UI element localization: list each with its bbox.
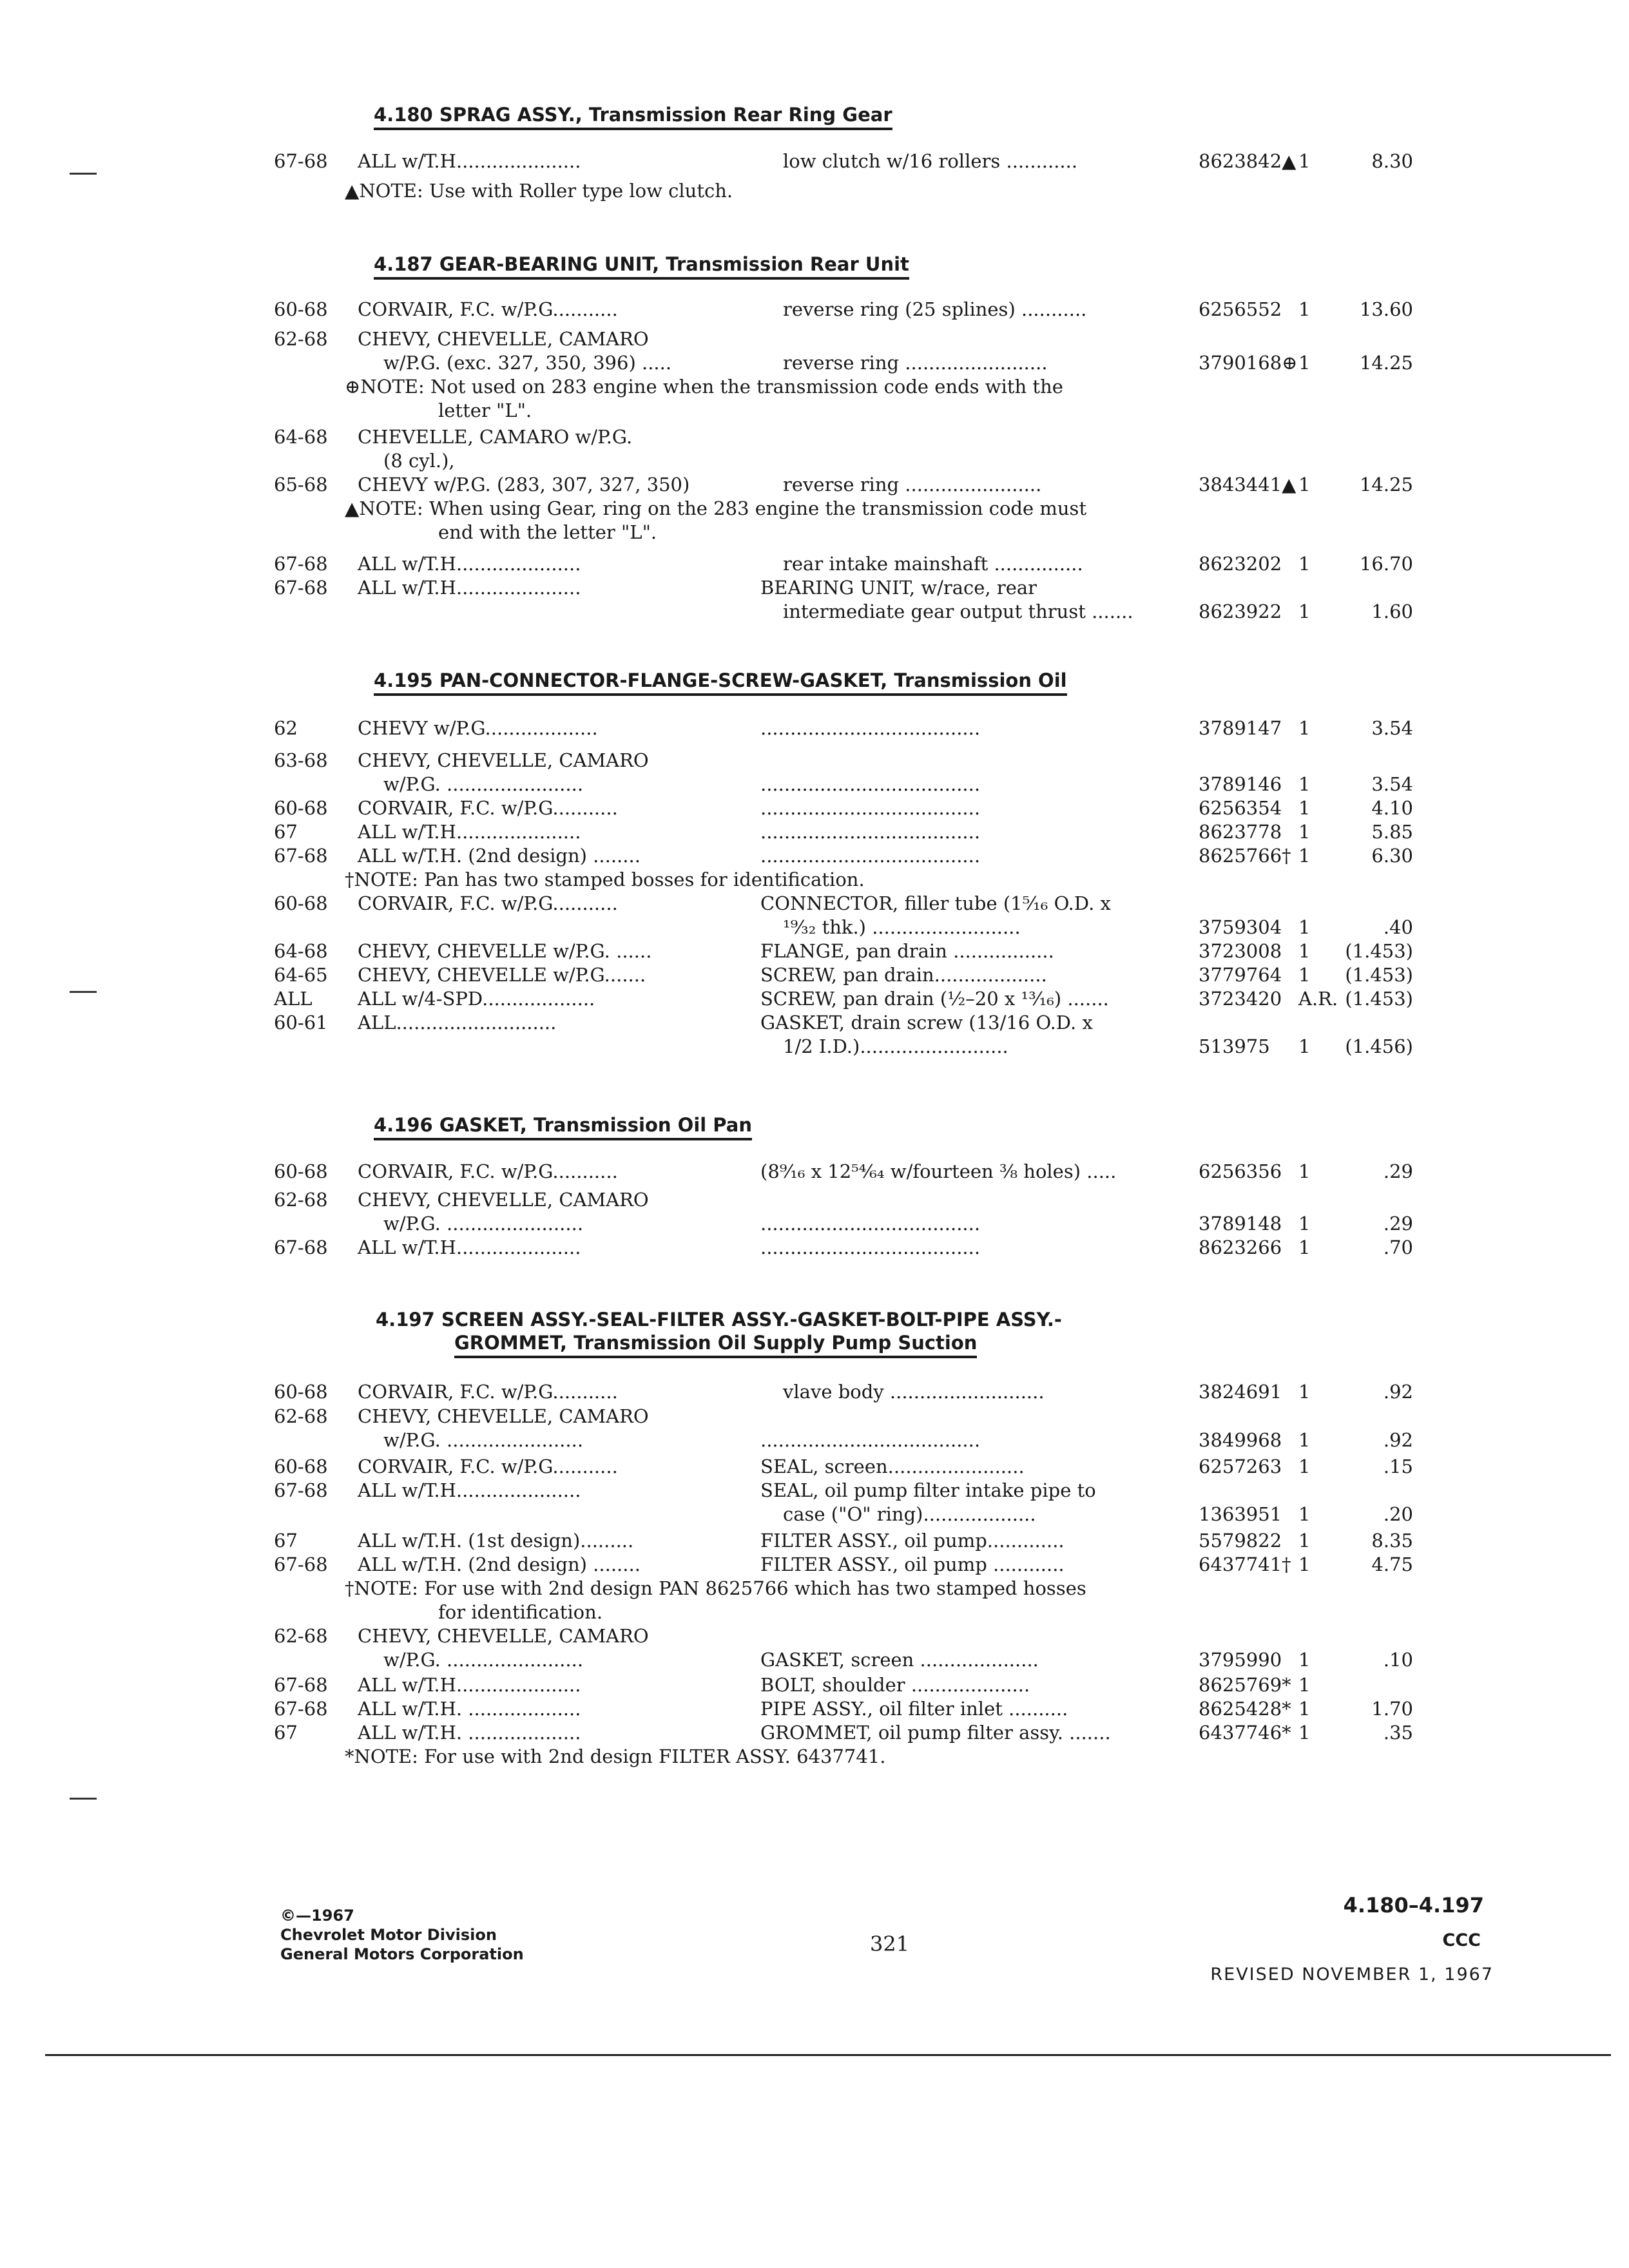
part-number: 513975 — [1199, 1035, 1270, 1057]
catalog-row — [0, 1745, 1629, 1768]
catalog-row — [0, 1697, 1629, 1720]
part-number: 3849968 — [1199, 1429, 1282, 1451]
price: 3.54 — [1371, 773, 1413, 795]
quantity: 1 — [1298, 474, 1311, 495]
price: .70 — [1383, 1236, 1413, 1258]
model-application: ALL w/T.H. ................... — [358, 1722, 581, 1744]
quantity: 1 — [1298, 352, 1311, 374]
model-years: 64-68 — [274, 940, 328, 962]
catalog-row — [0, 1624, 1629, 1648]
model-years: 67-68 — [274, 150, 328, 172]
section-heading: 4.187 GEAR-BEARING UNIT, Transmission Rear Unit — [374, 253, 909, 280]
quantity: 1 — [1298, 1722, 1311, 1744]
quantity: 1 — [1298, 1674, 1311, 1696]
note-text: ⊕NOTE: Not used on 283 engine when the transmission code ends with the — [345, 376, 1063, 398]
model-application: ALL w/T.H..................... — [358, 553, 581, 575]
price: 14.25 — [1359, 352, 1413, 374]
quantity: 1 — [1298, 1698, 1311, 1720]
model-application: ALL w/T.H..................... — [358, 1236, 581, 1258]
catalog-row — [0, 916, 1629, 939]
part-description: ¹⁹⁄₃₂ thk.) ......................... — [783, 916, 1021, 938]
model-years: 62-68 — [274, 1189, 328, 1211]
part-number: 6437746* — [1199, 1722, 1291, 1744]
quantity: 1 — [1298, 1530, 1311, 1552]
quantity: 1 — [1298, 773, 1311, 795]
quantity: 1 — [1298, 1381, 1311, 1403]
part-number: 8625428* — [1199, 1698, 1291, 1720]
part-number: 6437741† — [1199, 1553, 1291, 1575]
model-application: CHEVY, CHEVELLE, CAMARO — [358, 749, 649, 771]
part-number: 6256354 — [1199, 797, 1282, 819]
catalog-row — [0, 1236, 1629, 1259]
price: 16.70 — [1359, 553, 1413, 575]
price: .29 — [1383, 1213, 1413, 1235]
section-heading: 4.180 SPRAG ASSY., Transmission Rear Ring Gear — [374, 103, 892, 130]
price: (1.453) — [1345, 988, 1413, 1010]
model-application: CHEVY, CHEVELLE, CAMARO — [358, 1189, 649, 1211]
catalog-row — [0, 327, 1629, 351]
quantity: 1 — [1298, 1236, 1311, 1258]
footer-rule — [45, 2054, 1611, 2056]
model-application: ALL w/T.H..................... — [358, 577, 581, 599]
part-number: 8623778 — [1199, 821, 1282, 843]
model-years: 65-68 — [274, 474, 328, 495]
catalog-code: CCC — [1442, 1930, 1481, 1950]
model-years: 64-65 — [274, 964, 328, 986]
quantity: 1 — [1298, 845, 1311, 867]
part-description: SCREW, pan drain (½–20 x ¹³⁄₁₆) ....... — [760, 988, 1109, 1010]
part-number: 5579822 — [1199, 1530, 1282, 1552]
section-heading: 4.197 SCREEN ASSY.-SEAL-FILTER ASSY.-GASKET-BOLT-PIPE ASSY.- — [376, 1309, 1062, 1331]
catalog-row — [0, 844, 1629, 867]
model-years: 63-68 — [274, 749, 328, 771]
model-application: ALL w/T.H. (1st design)......... — [358, 1530, 634, 1552]
revised-date: REVISED NOVEMBER 1, 1967 — [1210, 1965, 1494, 1984]
part-description: GASKET, screen .................... — [760, 1649, 1039, 1671]
catalog-row — [0, 351, 1629, 374]
part-description: SCREW, pan drain................... — [760, 964, 1047, 986]
model-application-cont: w/P.G. (exc. 327, 350, 396) ..... — [383, 352, 672, 374]
model-application: ALL w/T.H. (2nd design) ........ — [358, 1553, 641, 1575]
model-application: CHEVELLE, CAMARO w/P.G. — [358, 426, 633, 448]
model-application-cont: w/P.G. ....................... — [383, 773, 584, 795]
note-text: ▲NOTE: When using Gear, ring on the 283 engine the transmission code must — [345, 497, 1087, 519]
price: .20 — [1383, 1503, 1413, 1525]
catalog-row — [0, 987, 1629, 1010]
model-option: (8 cyl.), — [383, 450, 455, 472]
model-application: CORVAIR, F.C. w/P.G........... — [358, 797, 618, 819]
catalog-row — [0, 716, 1629, 740]
catalog-row — [0, 1011, 1629, 1034]
part-description: intermediate gear output thrust ....... — [783, 601, 1133, 622]
catalog-row — [0, 1428, 1629, 1452]
part-description: 1/2 I.D.)......................... — [783, 1035, 1008, 1057]
model-application: ALL w/T.H..................... — [358, 150, 581, 172]
price: 14.25 — [1359, 474, 1413, 495]
price: .92 — [1383, 1429, 1413, 1451]
model-application: CORVAIR, F.C. w/P.G........... — [358, 298, 618, 320]
price: 4.10 — [1371, 797, 1413, 819]
part-number: 8623202 — [1199, 553, 1282, 575]
model-years: 60-68 — [274, 1381, 328, 1403]
price: .10 — [1383, 1649, 1413, 1671]
part-number: 6256552 — [1199, 298, 1282, 320]
model-years: 67-68 — [274, 1698, 328, 1720]
part-description: SEAL, screen....................... — [760, 1456, 1025, 1477]
model-application: ALL w/T.H. (2nd design) ........ — [358, 845, 641, 867]
section-heading: 4.196 GASKET, Transmission Oil Pan — [374, 1113, 752, 1140]
price: (1.456) — [1345, 1035, 1413, 1057]
catalog-row — [0, 796, 1629, 820]
price: 8.30 — [1371, 150, 1413, 172]
part-number: 3790168⊕ — [1199, 352, 1298, 374]
model-years: 62-68 — [274, 328, 328, 350]
part-description: reverse ring ........................ — [783, 352, 1048, 374]
note-text-cont: letter "L". — [438, 399, 532, 421]
model-years: 67 — [274, 821, 298, 843]
catalog-row — [0, 963, 1629, 986]
price: .92 — [1383, 1381, 1413, 1403]
model-application: CHEVY, CHEVELLE w/P.G. ...... — [358, 940, 652, 962]
price: .35 — [1383, 1722, 1413, 1744]
part-number: 8623266 — [1199, 1236, 1282, 1258]
model-application: CHEVY, CHEVELLE, CAMARO — [358, 1405, 649, 1427]
part-description: ..................................... — [760, 821, 981, 843]
note-text: ▲NOTE: Use with Roller type low clutch. — [345, 180, 733, 202]
model-years: 67-68 — [274, 845, 328, 867]
part-description: BEARING UNIT, w/race, rear — [760, 577, 1037, 599]
part-description: BOLT, shoulder .................... — [760, 1674, 1030, 1696]
catalog-row — [0, 773, 1629, 796]
catalog-row — [0, 552, 1629, 575]
catalog-row — [0, 497, 1629, 520]
quantity: A.R. — [1298, 988, 1338, 1010]
catalog-row — [0, 1455, 1629, 1478]
part-description: GASKET, drain screw (13/16 O.D. x — [760, 1012, 1093, 1033]
model-years: 67-68 — [274, 1553, 328, 1575]
model-application: CORVAIR, F.C. w/P.G........... — [358, 1381, 618, 1403]
model-years: 60-68 — [274, 892, 328, 914]
part-description: reverse ring (25 splines) ........... — [783, 298, 1087, 320]
catalog-row — [0, 1212, 1629, 1235]
quantity: 1 — [1298, 797, 1311, 819]
price: 3.54 — [1371, 717, 1413, 739]
catalog-row — [0, 1648, 1629, 1671]
catalog-row — [0, 1405, 1629, 1428]
catalog-row — [0, 939, 1629, 963]
part-description: (8⁹⁄₁₆ x 12⁵⁴⁄₆₄ w/fourteen ⅜ holes) ..... — [760, 1160, 1117, 1182]
price: 1.60 — [1371, 601, 1413, 622]
catalog-row — [0, 298, 1629, 321]
model-years: 62-68 — [274, 1625, 328, 1647]
part-description: case ("O" ring)................... — [783, 1503, 1036, 1525]
model-application: ALL w/T.H..................... — [358, 1479, 581, 1501]
model-application: CORVAIR, F.C. w/P.G........... — [358, 892, 618, 914]
catalog-row — [0, 1479, 1629, 1502]
model-years: 67-68 — [274, 577, 328, 599]
model-application: CORVAIR, F.C. w/P.G........... — [358, 1456, 618, 1477]
catalog-row — [0, 1380, 1629, 1403]
quantity: 1 — [1298, 1649, 1311, 1671]
section-range: 4.180–4.197 — [1343, 1893, 1484, 1917]
catalog-row — [0, 1673, 1629, 1696]
part-number: 3723420 — [1199, 988, 1282, 1010]
part-number: 8623842▲ — [1199, 150, 1296, 172]
quantity: 1 — [1298, 553, 1311, 575]
quantity: 1 — [1298, 1160, 1311, 1182]
part-description: ..................................... — [760, 773, 981, 795]
catalog-row — [0, 820, 1629, 843]
model-years: 67-68 — [274, 1236, 328, 1258]
part-number: 8625769* — [1199, 1674, 1291, 1696]
catalog-row — [0, 449, 1629, 472]
catalog-row — [0, 868, 1629, 891]
part-description: FLANGE, pan drain ................. — [760, 940, 1054, 962]
part-number: 3843441▲ — [1199, 474, 1296, 495]
quantity: 1 — [1298, 964, 1311, 986]
catalog-row — [0, 149, 1629, 173]
part-description: rear intake mainshaft ............... — [783, 553, 1083, 575]
quantity: 1 — [1298, 1456, 1311, 1477]
model-years: 67 — [274, 1530, 298, 1552]
margin-mark — [70, 1798, 97, 1800]
price: .15 — [1383, 1456, 1413, 1477]
part-description: SEAL, oil pump filter intake pipe to — [760, 1479, 1096, 1501]
catalog-row — [0, 1600, 1629, 1624]
catalog-row — [0, 399, 1629, 422]
part-number: 6257263 — [1199, 1456, 1282, 1477]
corporation: General Motors Corporation — [280, 1945, 524, 1963]
model-years: 67 — [274, 1722, 298, 1744]
part-number: 3789147 — [1199, 717, 1282, 739]
part-number: 3824691 — [1199, 1381, 1282, 1403]
part-number: 3723008 — [1199, 940, 1282, 962]
quantity: 1 — [1298, 717, 1311, 739]
part-description: FILTER ASSY., oil pump ............ — [760, 1553, 1065, 1575]
catalog-row — [0, 473, 1629, 496]
part-number: 3779764 — [1199, 964, 1282, 986]
part-number: 6256356 — [1199, 1160, 1282, 1182]
part-description: vlave body .......................... — [783, 1381, 1045, 1403]
model-application-cont: w/P.G. ....................... — [383, 1429, 584, 1451]
catalog-row — [0, 600, 1629, 623]
part-description: CONNECTOR, filler tube (1⁵⁄₁₆ O.D. x — [760, 892, 1111, 914]
part-number: 8623922 — [1199, 601, 1282, 622]
catalog-row — [0, 1529, 1629, 1552]
part-description: low clutch w/16 rollers ............ — [783, 150, 1078, 172]
price: 8.35 — [1371, 1530, 1413, 1552]
model-application: ALL w/T.H..................... — [358, 821, 581, 843]
model-years: 67-68 — [274, 553, 328, 575]
quantity: 1 — [1298, 1213, 1311, 1235]
part-description: PIPE ASSY., oil filter inlet .......... — [760, 1698, 1068, 1720]
model-years: 60-68 — [274, 298, 328, 320]
model-years: 60-68 — [274, 1456, 328, 1477]
model-application: CHEVY, CHEVELLE, CAMARO — [358, 1625, 649, 1647]
model-years: 62 — [274, 717, 298, 739]
quantity: 1 — [1298, 150, 1311, 172]
part-description: ..................................... — [760, 845, 981, 867]
catalog-row — [0, 1553, 1629, 1576]
price: 6.30 — [1371, 845, 1413, 867]
quantity: 1 — [1298, 1503, 1311, 1525]
price: 1.70 — [1371, 1698, 1413, 1720]
model-application: ALL w/T.H. ................... — [358, 1698, 581, 1720]
catalog-row — [0, 425, 1629, 448]
quantity: 1 — [1298, 601, 1311, 622]
quantity: 1 — [1298, 298, 1311, 320]
model-application: CHEVY, CHEVELLE w/P.G....... — [358, 964, 646, 986]
catalog-row — [0, 1721, 1629, 1744]
model-years: 60-68 — [274, 797, 328, 819]
part-description: FILTER ASSY., oil pump............. — [760, 1530, 1065, 1552]
note-text: *NOTE: For use with 2nd design FILTER ASSY. 6437741. — [345, 1745, 886, 1767]
quantity: 1 — [1298, 1553, 1311, 1575]
note-text: †NOTE: For use with 2nd design PAN 8625766 which has two stamped hosses — [345, 1577, 1086, 1599]
model-application: ALL........................... — [358, 1012, 557, 1033]
part-description: ..................................... — [760, 1213, 981, 1235]
price: (1.453) — [1345, 940, 1413, 962]
part-description: reverse ring ....................... — [783, 474, 1042, 495]
price: 4.75 — [1371, 1553, 1413, 1575]
part-description: ..................................... — [760, 1429, 981, 1451]
catalog-row — [0, 749, 1629, 772]
division: Chevrolet Motor Division — [280, 1926, 497, 1944]
margin-mark — [70, 173, 97, 175]
catalog-row — [0, 892, 1629, 915]
part-number: 1363951 — [1199, 1503, 1282, 1525]
page-number: 321 — [870, 1932, 910, 1956]
quantity: 1 — [1298, 940, 1311, 962]
catalog-row — [0, 179, 1629, 202]
model-application: CHEVY w/P.G................... — [358, 717, 598, 739]
model-application-cont: w/P.G. ....................... — [383, 1649, 584, 1671]
model-application: CORVAIR, F.C. w/P.G........... — [358, 1160, 618, 1182]
catalog-row — [0, 1160, 1629, 1183]
model-years: 60-68 — [274, 1160, 328, 1182]
copyright: ©—1967 — [280, 1907, 354, 1925]
model-application: CHEVY, CHEVELLE, CAMARO — [358, 328, 649, 350]
price: 5.85 — [1371, 821, 1413, 843]
section-heading-continued: GROMMET, Transmission Oil Supply Pump Suction — [454, 1331, 977, 1358]
model-years: 67-68 — [274, 1674, 328, 1696]
part-number: 3789146 — [1199, 773, 1282, 795]
part-number: 3789148 — [1199, 1213, 1282, 1235]
model-application: ALL w/4-SPD................... — [358, 988, 595, 1010]
footer-publisher — [280, 1906, 524, 1964]
price: (1.453) — [1345, 964, 1413, 986]
quantity: 1 — [1298, 1429, 1311, 1451]
part-description: GROMMET, oil pump filter assy. ....... — [760, 1722, 1111, 1744]
model-application: CHEVY w/P.G. (283, 307, 327, 350) — [358, 474, 690, 495]
catalog-row — [0, 521, 1629, 544]
model-years: 64-68 — [274, 426, 328, 448]
price: 13.60 — [1359, 298, 1413, 320]
part-description: ..................................... — [760, 1236, 981, 1258]
note-text: †NOTE: Pan has two stamped bosses for identification. — [345, 869, 865, 890]
catalog-row — [0, 1577, 1629, 1600]
part-description: ..................................... — [760, 797, 981, 819]
model-application: ALL w/T.H..................... — [358, 1674, 581, 1696]
model-years: 62-68 — [274, 1405, 328, 1427]
part-number: 3795990 — [1199, 1649, 1282, 1671]
part-description: ..................................... — [760, 717, 981, 739]
section-heading: 4.195 PAN-CONNECTOR-FLANGE-SCREW-GASKET, Transmission Oil — [374, 669, 1067, 696]
note-text-cont: for identification. — [438, 1601, 603, 1623]
model-years: 60-61 — [274, 1012, 328, 1033]
part-number: 3759304 — [1199, 916, 1282, 938]
note-text-cont: end with the letter "L". — [438, 521, 657, 543]
part-number: 8625766† — [1199, 845, 1291, 867]
catalog-row — [0, 1503, 1629, 1526]
quantity: 1 — [1298, 821, 1311, 843]
quantity: 1 — [1298, 1035, 1311, 1057]
model-years: ALL — [274, 988, 313, 1010]
catalog-row — [0, 1188, 1629, 1211]
catalog-row — [0, 1035, 1629, 1058]
catalog-row — [0, 375, 1629, 398]
model-years: 67-68 — [274, 1479, 328, 1501]
catalog-row — [0, 576, 1629, 599]
quantity: 1 — [1298, 916, 1311, 938]
price: .40 — [1383, 916, 1413, 938]
price: .29 — [1383, 1160, 1413, 1182]
model-application-cont: w/P.G. ....................... — [383, 1213, 584, 1235]
